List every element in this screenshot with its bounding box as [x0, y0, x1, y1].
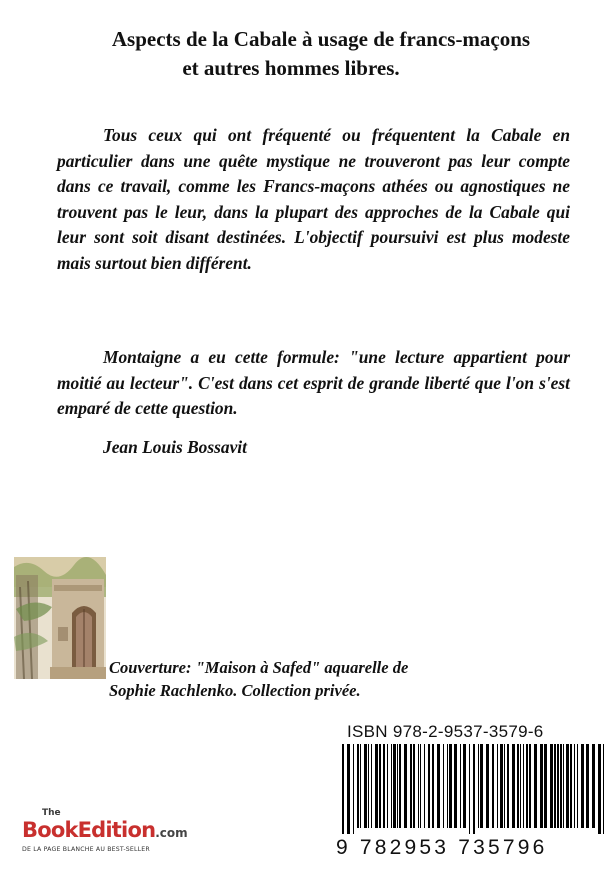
title-line-1: Aspects de la Cabale à usage de francs-maçons	[111, 27, 531, 51]
barcode-bar	[497, 744, 498, 828]
barcode-bar	[454, 744, 457, 828]
barcode-bar	[360, 744, 361, 828]
barcode-bar	[526, 744, 528, 828]
barcode-bar	[347, 744, 350, 834]
paragraph-montaigne-first-line: Montaigne a eu cette formule: "une lecture appartient	[103, 347, 527, 367]
barcode-bar	[443, 744, 444, 828]
barcode-bar	[586, 744, 589, 828]
barcode-bar	[577, 744, 578, 828]
barcode-bar	[383, 744, 385, 828]
barcode-bar	[523, 744, 524, 828]
barcode-bar	[437, 744, 440, 828]
publisher-logo	[22, 808, 212, 860]
barcode-bar	[473, 744, 475, 834]
barcode-bar	[375, 744, 378, 828]
publisher-logo-name	[22, 818, 188, 842]
barcode-bar	[563, 744, 564, 828]
barcode-bar	[413, 744, 415, 828]
barcode-bar	[507, 744, 509, 828]
barcode-bar	[353, 744, 354, 834]
barcode-bar	[463, 744, 466, 828]
barcode-bar	[512, 744, 515, 828]
barcode-bar	[478, 744, 479, 828]
barcode-bar	[566, 744, 569, 828]
barcode-bar	[432, 744, 434, 828]
barcode-bar	[447, 744, 448, 828]
barcode-bar	[428, 744, 430, 828]
barcode-bar	[399, 744, 401, 828]
barcode-bar	[424, 744, 425, 828]
publisher-logo-wordmark: BookEdition	[22, 818, 156, 842]
barcode-bar	[550, 744, 553, 828]
barcode-bar	[469, 744, 470, 834]
barcode-digits: 9 782953 735796	[336, 836, 548, 859]
barcode-bar	[342, 744, 344, 834]
barcode-bar	[391, 744, 392, 828]
cover-caption-line-1: Couverture: "Maison à Safed" aquarelle de	[109, 658, 409, 677]
barcode-bar	[420, 744, 421, 828]
barcode-bar	[544, 744, 547, 828]
barcode-bar	[560, 744, 562, 828]
barcode-bar	[517, 744, 519, 828]
barcode-bar	[449, 744, 452, 828]
barcode-bar	[534, 744, 537, 828]
barcode-bar	[554, 744, 556, 828]
barcode-bar	[397, 744, 398, 828]
barcode-bar	[404, 744, 407, 828]
barcode-bar	[557, 744, 559, 828]
barcode-bar	[592, 744, 595, 828]
barcode-bar	[357, 744, 359, 828]
paragraph-intro	[57, 123, 570, 276]
barcode-bar	[368, 744, 369, 828]
barcode-bar	[520, 744, 521, 828]
paragraph-montaigne	[57, 345, 570, 422]
barcode-bar	[460, 744, 461, 828]
paragraph-montaigne-rest: pour moitié au lecteur". C'est dans cet esprit de grande liberté que l'on s'est emparé de cette question.	[57, 347, 570, 418]
barcode-bar	[581, 744, 584, 828]
barcode-bar	[410, 744, 412, 828]
barcode-bar	[603, 744, 604, 834]
paragraph-intro-first-line: Tous ceux qui ont fréquenté ou fréquentent la Cabale en	[103, 125, 570, 145]
barcode-bar	[492, 744, 494, 828]
barcode-bar	[529, 744, 531, 828]
barcode-bar	[504, 744, 505, 828]
barcode-bar	[570, 744, 572, 828]
isbn-label: ISBN 978-2-9537-3579-6	[347, 722, 544, 741]
paragraph-intro-rest: particulier dans une quête mystique ne trouveront pas leur compte dans ce travail, comme les Francs-maçons athées ou agnostiques ne trouvent pas le leur, dans la plupart des approches de la Cabale qui leur sont soit disant destinées. L'objectif poursuivi est plus modeste mais surtout bien différent.	[57, 150, 570, 273]
barcode-bar	[598, 744, 601, 834]
title-line-2: et autres hommes libres.	[182, 56, 400, 80]
cover-caption-line-2: Sophie Rachlenko. Collection privée.	[109, 681, 361, 700]
barcode-bar	[393, 744, 396, 828]
isbn-barcode	[336, 744, 608, 834]
barcode-bar	[500, 744, 503, 828]
cover-painting-thumbnail	[14, 557, 106, 679]
publisher-logo-the: The	[42, 808, 61, 818]
barcode-bar	[574, 744, 575, 828]
barcode-bar	[364, 744, 367, 828]
barcode-bar	[387, 744, 388, 828]
barcode-bar	[418, 744, 419, 828]
publisher-logo-domain: .com	[155, 826, 188, 840]
barcode-bar	[480, 744, 483, 828]
barcode-bar	[540, 744, 543, 828]
barcode-bar	[371, 744, 372, 828]
author-signature: Jean Louis Bossavit	[103, 437, 247, 457]
cover-caption	[109, 656, 408, 702]
barcode-bar	[379, 744, 381, 828]
publisher-tagline: DE LA PAGE BLANCHE AU BEST-SELLER	[22, 846, 150, 853]
barcode-bar	[486, 744, 489, 828]
